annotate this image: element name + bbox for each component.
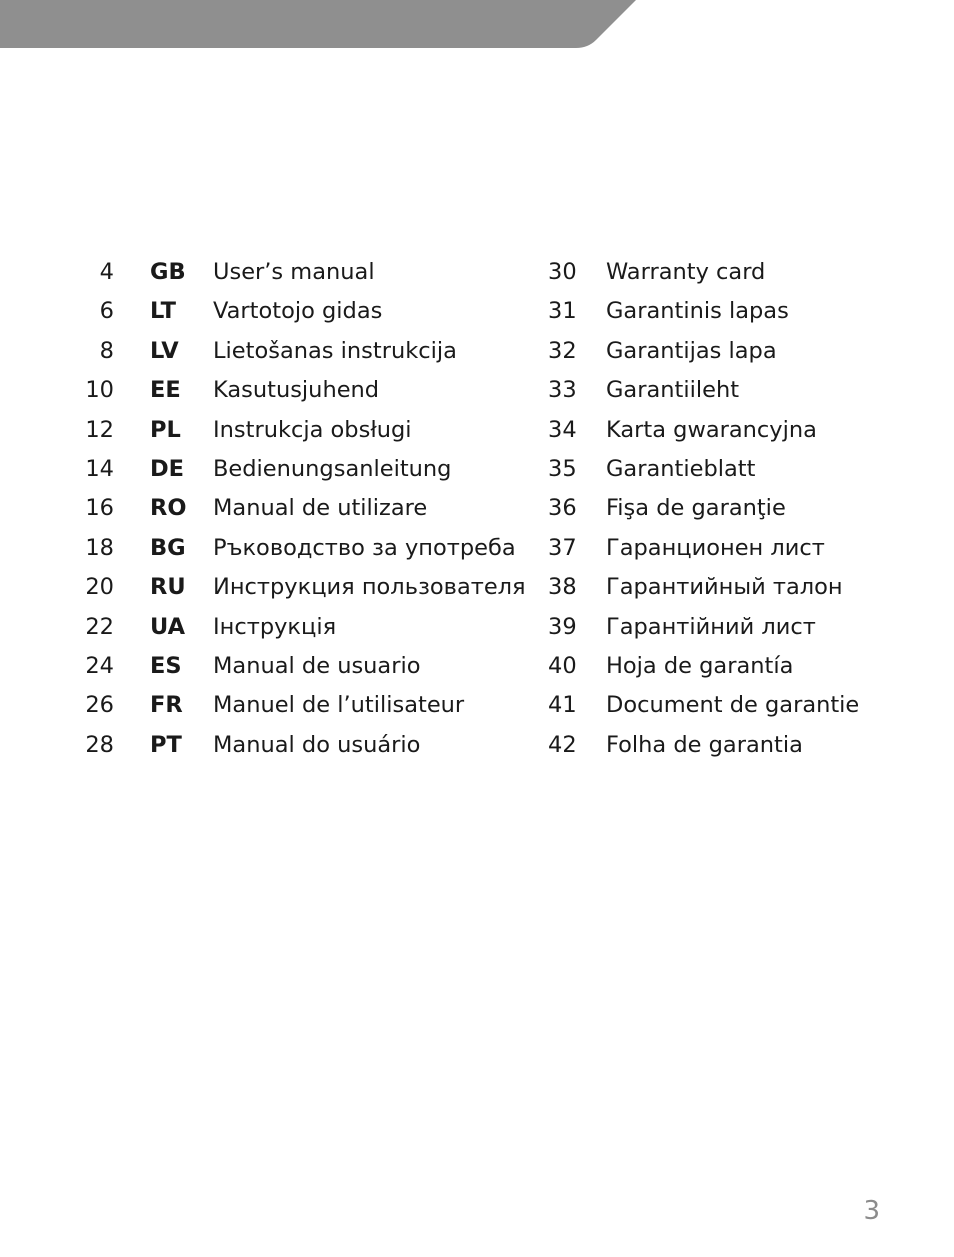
page-ref: 28 [85, 731, 114, 758]
language-code: DE [150, 455, 185, 482]
warranty-title: Garantinis lapas [606, 298, 789, 325]
top-banner [0, 0, 954, 50]
page-ref: 31 [548, 298, 577, 325]
toc-row-warranty[interactable] [530, 686, 954, 725]
toc-row-pl[interactable] [0, 411, 530, 450]
page-ref: 41 [548, 692, 577, 719]
warranty-title: Folha de garantia [606, 731, 803, 758]
toc-row-lv[interactable] [0, 332, 530, 371]
page-ref: 33 [548, 377, 577, 404]
warranty-index [530, 253, 954, 765]
page-ref: 20 [85, 574, 114, 601]
manual-title: Manuel de l’utilisateur [213, 692, 465, 719]
warranty-title: Гарантійний лист [606, 613, 816, 640]
page-ref: 8 [99, 337, 114, 364]
page-ref: 30 [548, 259, 577, 285]
manuals-index [0, 253, 530, 765]
warranty-title: Garantijas lapa [606, 337, 777, 364]
language-code: PL [150, 416, 181, 443]
toc-row-bg[interactable] [0, 529, 530, 568]
toc-row-ru[interactable] [0, 568, 530, 607]
toc-row-ro[interactable] [0, 489, 530, 528]
toc-row-warranty[interactable] [530, 529, 954, 568]
page-ref: 32 [548, 337, 577, 364]
page-ref: 12 [85, 416, 114, 443]
warranty-title: Karta gwarancyjna [606, 416, 817, 443]
warranty-title: Fişa de garanţie [606, 495, 786, 522]
language-code: ES [150, 652, 182, 679]
language-code: LV [150, 337, 179, 364]
page-ref: 37 [548, 534, 577, 561]
page-ref: 42 [548, 731, 577, 758]
toc-row-warranty[interactable] [530, 608, 954, 647]
toc-row-warranty[interactable] [530, 726, 954, 765]
language-code: GB [150, 259, 186, 285]
page-ref: 24 [85, 652, 114, 679]
toc-row-de[interactable] [0, 450, 530, 489]
toc-row-gb[interactable] [0, 253, 530, 292]
page-ref: 34 [548, 416, 577, 443]
language-code: PT [150, 731, 182, 758]
warranty-title: Гаранционен лист [606, 534, 825, 561]
toc-row-warranty[interactable] [530, 292, 954, 331]
page-ref: 26 [85, 692, 114, 719]
language-code: FR [150, 692, 183, 719]
page-ref: 16 [85, 495, 114, 522]
manual-title: Ръководство за употреба [213, 534, 516, 561]
warranty-title: Гарантийный талон [606, 574, 843, 601]
toc-row-warranty[interactable] [530, 371, 954, 410]
manual-title: Instrukcja obsługi [213, 416, 412, 443]
warranty-title: Garantieblatt [606, 455, 756, 482]
toc-row-pt[interactable] [0, 726, 530, 765]
manual-title: Vartotojo gidas [213, 298, 383, 325]
warranty-title: Hoja de garantía [606, 652, 794, 679]
toc-row-lt[interactable] [0, 292, 530, 331]
toc-row-ua[interactable] [0, 608, 530, 647]
language-code: RO [150, 495, 187, 522]
page-ref: 18 [85, 534, 114, 561]
page-ref: 39 [548, 613, 577, 640]
warranty-title: Warranty card [606, 259, 766, 285]
manual-title: Инструкция пользователя [213, 574, 526, 601]
page-ref: 22 [85, 613, 114, 640]
page-ref: 10 [85, 377, 114, 404]
toc-row-fr[interactable] [0, 686, 530, 725]
manual-title: User’s manual [213, 259, 375, 285]
banner-shape [0, 0, 636, 48]
toc-row-warranty[interactable] [530, 332, 954, 371]
toc-row-warranty[interactable] [530, 253, 954, 292]
language-code: EE [150, 377, 181, 404]
language-code: RU [150, 574, 186, 601]
manual-title: Lietošanas instrukcija [213, 337, 457, 364]
page-number: 3 [863, 1196, 880, 1226]
page-ref: 40 [548, 652, 577, 679]
toc-row-warranty[interactable] [530, 411, 954, 450]
page-ref: 4 [99, 259, 114, 285]
toc-row-warranty[interactable] [530, 647, 954, 686]
page-ref: 36 [548, 495, 577, 522]
manual-title: Інструкція [213, 613, 337, 640]
language-code: LT [150, 298, 176, 325]
warranty-title: Document de garantie [606, 692, 860, 719]
toc-row-warranty[interactable] [530, 568, 954, 607]
language-code: BG [150, 534, 186, 561]
toc-row-warranty[interactable] [530, 489, 954, 528]
toc-row-warranty[interactable] [530, 450, 954, 489]
toc-row-ee[interactable] [0, 371, 530, 410]
page-ref: 35 [548, 455, 577, 482]
toc-row-es[interactable] [0, 647, 530, 686]
language-code: UA [150, 613, 185, 640]
page-ref: 38 [548, 574, 577, 601]
manual-title: Kasutusjuhend [213, 377, 380, 404]
manual-title: Manual de utilizare [213, 495, 428, 522]
manual-title: Manual de usuario [213, 652, 421, 679]
page-ref: 6 [99, 298, 114, 325]
manual-title: Bedienungsanleitung [213, 455, 452, 482]
warranty-title: Garantiileht [606, 377, 740, 404]
page-ref: 14 [85, 455, 114, 482]
manual-title: Manual do usuário [213, 731, 421, 758]
